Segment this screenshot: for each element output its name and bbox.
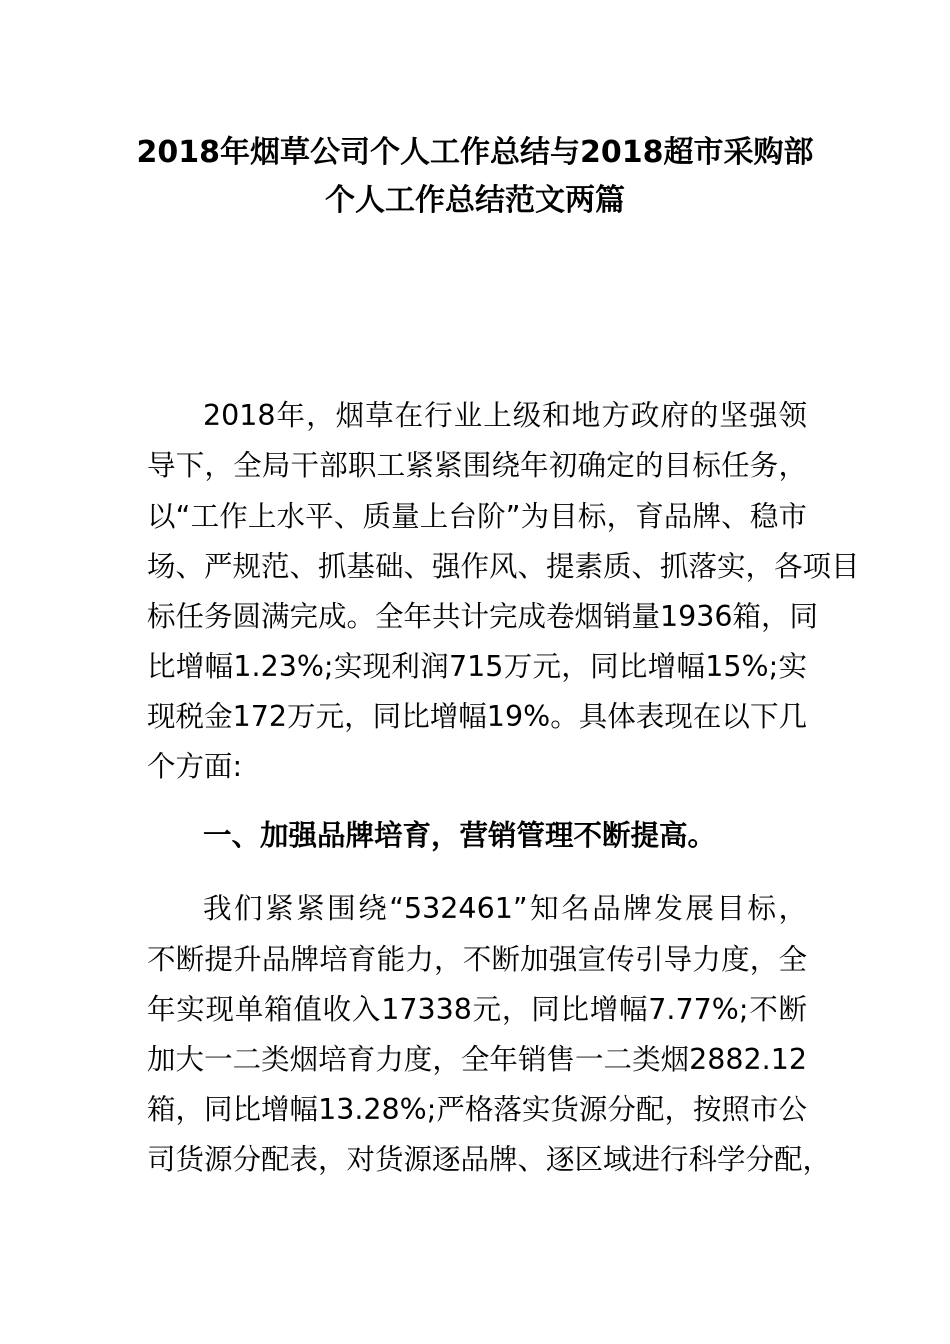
section-1-heading: 一、加强品牌培育，营销管理不断提高。 — [203, 819, 717, 852]
paragraph-2-line-6: 司货源分配表，对货源逐品牌、逐区域进行科学分配， — [147, 1143, 832, 1176]
paragraph-2-line-1: 我们紧紧围绕“532461”知名品牌发展目标， — [203, 892, 807, 925]
document-title-line-1: 2018年烟草公司个人工作总结与2018超市采购部 — [136, 135, 814, 170]
paragraph-2-line-3: 年实现单箱值收入17338元，同比增幅7.77%;不断 — [147, 993, 807, 1026]
paragraph-2-line-4: 加大一二类烟培育力度，全年销售一二类烟2882.12 — [147, 1043, 807, 1076]
paragraph-2-line-5: 箱，同比增幅13.28%;严格落实货源分配，按照市公 — [147, 1093, 807, 1126]
paragraph-1-line-8: 个方面: — [147, 750, 243, 783]
document-title-line-2: 个人工作总结范文两篇 — [325, 183, 625, 218]
paragraph-1-line-2: 导下，全局干部职工紧紧围绕年初确定的目标任务， — [147, 449, 807, 482]
paragraph-1-line-6: 比增幅1.23%;实现利润715万元，同比增幅15%;实 — [147, 650, 807, 683]
paragraph-1-line-3: 以“工作上水平、质量上台阶”为目标，育品牌、稳市 — [147, 500, 807, 533]
paragraph-2-line-2: 不断提升品牌培育能力，不断加强宣传引导力度，全 — [147, 943, 807, 976]
paragraph-1-line-5: 标任务圆满完成。全年共计完成卷烟销量1936箱，同 — [147, 600, 819, 633]
paragraph-1-line-1: 2018年，烟草在行业上级和地方政府的坚强领 — [203, 399, 807, 432]
paragraph-1-line-4: 场、严规范、抓基础、强作风、提素质、抓落实，各项目 — [147, 550, 860, 583]
paragraph-1-line-7: 现税金172万元，同比增幅19%。具体表现在以下几 — [147, 700, 807, 733]
